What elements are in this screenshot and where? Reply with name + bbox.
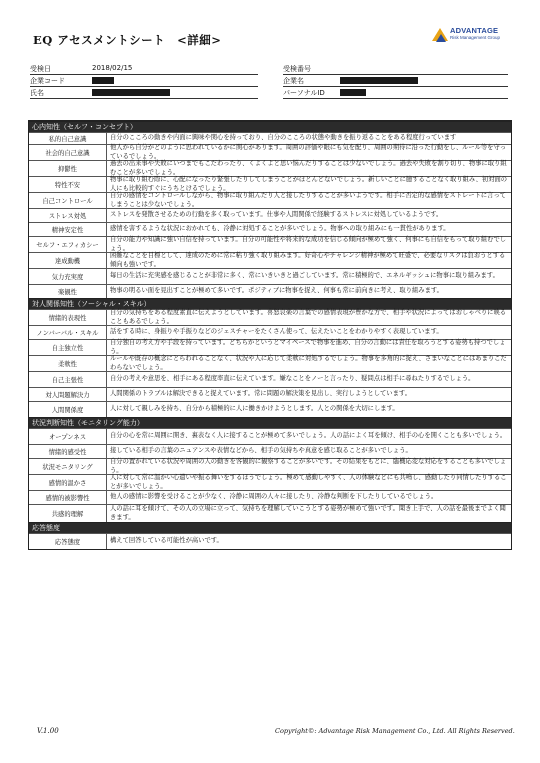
copyright-text: Copyright©: Advantage Risk Management Co., Ltd. All Rights Reserved. — [275, 727, 515, 735]
trait-label: 社会的自己意識 — [29, 145, 107, 160]
redacted-block — [340, 77, 418, 84]
table-row — [29, 444, 511, 458]
trait-label: 自己主張性 — [29, 372, 107, 387]
trait-description: 自分のこころの動きや内面に興味や関心を持っており、自分のこころの状態や動きを振り返ることをある程度行っています — [110, 134, 457, 142]
section-header: 心内知性（セルフ・コンセプト） — [29, 121, 511, 132]
trait-description: 感情を害するような状況におかれても、冷静に対処することが多いでしょう。物事への取り組みにも一貫性があります。 — [110, 225, 450, 233]
table-row — [29, 176, 511, 192]
company-logo — [432, 22, 512, 46]
trait-description: 人間関係のトラブルは解決できると捉えています。常に問題の解決策を見出し、実行しようとしています。 — [110, 390, 411, 398]
divider — [30, 74, 258, 75]
page-title: EQ アセスメントシート <詳細> — [33, 33, 222, 47]
trait-label: 自主独立性 — [29, 340, 107, 355]
company-name-label: 企業名 — [283, 77, 304, 85]
trait-label: 対人問題解決力 — [29, 388, 107, 401]
trait-description: 困難なことを目標として、達成のために常に粘り強く取り組みます。好奇心やチャレンジ精神が極めて旺盛で、必要なリスクは負おうとする傾向も強いです。 — [110, 252, 506, 268]
trait-description: 自分の感情をコントロールしながら、物事に取り組んだり人と接したりすることが多いようです。相手に否定的な感情をストレートに言ってしまうことは少ないでしょう。 — [110, 192, 507, 208]
table-row — [29, 192, 511, 208]
logo-name: ADVANTAGE — [450, 26, 499, 35]
table-row — [29, 222, 511, 236]
trait-label: 人間関係度 — [29, 402, 107, 417]
table-row — [29, 355, 511, 371]
trait-description: 物事に取り組む際に、心配になったり緊張したりしてしまうことがほとんどないでしょう。新しいことに臆することなく取り組み、初対面の人にも比較的すぐにうちとけるでしょう。 — [110, 176, 508, 192]
table-row — [29, 339, 511, 355]
section-header: 対人関係知性（ソーシャル・スキル） — [29, 298, 511, 309]
trait-description: 他人から自分がどのように思われているかに関心があります。周囲の評価や眼にも気を配り、周囲の期待に沿った行動をし、ルール等を守っているでしょう。 — [110, 144, 507, 160]
divider — [283, 98, 508, 99]
trait-label: 楽観性 — [29, 285, 107, 298]
trait-description: 他人の感情に影響を受けることが少なく、冷静に周囲の人々に接したり、冷静な判断を下したりしているでしょう。 — [110, 493, 438, 501]
table-row — [29, 458, 511, 474]
trait-description: 自分の能力や知識に強い自信を持っています。自分の可能性や将来的な成功を信じる傾向が極めて強く、何事にも自信をもって取り組むでしょう。 — [110, 236, 507, 252]
trait-label: 情緒的感受性 — [29, 445, 107, 458]
trait-label: 精神安定性 — [29, 223, 107, 236]
table-row — [29, 401, 511, 417]
table-row — [29, 160, 511, 176]
redacted-block — [92, 89, 170, 96]
trait-description: 自分の気持ちをある程度素直に伝えようとしています。喜怒哀楽の言葉での感情表現が豊かな方で、相手や状況によってはおしゃべりに映ることもあるでしょう。 — [110, 309, 507, 325]
trait-description: 物事の明るい面を見出すことが極めて多いです。ポジティブに物事を捉え、何事も常に前向きに考え、取り組みます。 — [110, 287, 443, 295]
trait-label: 情緒的表現性 — [29, 310, 107, 325]
trait-description: 毎日の生活に充実感を感じることが非常に多く、常にいきいきと過ごしています。常に積極的で、エネルギッシュに物事に取り組みます。 — [110, 272, 499, 280]
trait-label: 共感的理解 — [29, 505, 107, 522]
divider — [30, 98, 258, 99]
trait-label: 柔軟性 — [29, 356, 107, 371]
trait-label: 状況モニタリング — [29, 459, 107, 474]
trait-label: 私的自己意識 — [29, 133, 107, 144]
trait-label: オープンネス — [29, 429, 107, 444]
exam-date-label: 受検日 — [30, 65, 51, 73]
trait-description: 自分独自の考え方や手段を持っています。どちらかというとマイペースで物事を進め、自分の言動には責任を取ろうとする姿勢も持つでしょう。 — [110, 339, 506, 355]
exam-id-label: 受検番号 — [283, 65, 311, 73]
trait-label: 感情的被影響性 — [29, 491, 107, 504]
trait-label: 自己コントロール — [29, 193, 107, 208]
company-code-label: 企業コード — [30, 77, 65, 85]
version-label: V.1.00 — [37, 727, 59, 735]
trait-label: ノンバーバル・スキル — [29, 326, 107, 339]
personal-id-label: パーソナルID — [283, 89, 325, 97]
trait-label: 感情的温かさ — [29, 475, 107, 490]
trait-description: 自分の心を常に周囲に開き、裏表なく人に接することが極めて多いでしょう。人の話によく耳を傾け、相手の心を開くことも多いでしょう。 — [110, 432, 507, 440]
trait-description: 人に対して親しみを持ち、自分から積極的に人に働きかけようとします。人との関係を大切にします。 — [110, 405, 399, 413]
trait-label: セルフ・エフィカシー — [29, 237, 107, 252]
table-row — [29, 236, 511, 252]
exam-date-value: 2018/02/15 — [92, 64, 133, 72]
table-row — [29, 268, 511, 284]
table-row — [29, 132, 511, 144]
trait-description: 人に対して常に温かい心遣いや振る舞いをするほうでしょう。極めて感動しやすく、人の体験などにも共鳴し、感動したり同情したりすることが多いでしょう。 — [110, 474, 507, 490]
divider — [30, 86, 258, 87]
logo-inner-triangle-icon — [436, 34, 446, 42]
table-row — [29, 252, 511, 268]
trait-description: 自分の置かれている状況や周囲の人の動きを客観的に観察することが多いです。その結果をもとに、臨機応変な対応をすることも多いでしょう。 — [110, 458, 507, 474]
table-row — [29, 309, 511, 325]
table-row — [29, 208, 511, 222]
trait-description: ルールや既存の概念にとらわれることなく、状況や人に応じて柔軟に対処するでしょう。物事を多角的に捉え、さまいなことにはあまりこだわらないでしょう。 — [110, 355, 507, 371]
table-row — [29, 428, 511, 444]
table-row — [29, 504, 511, 522]
section-header: 状況判断知性（モニタリング能力） — [29, 417, 511, 428]
trait-label: 特性不安 — [29, 177, 107, 192]
trait-label: 達成動機 — [29, 253, 107, 268]
trait-description: 過去の出来事や失敗にいつまでもこだわったり、くよくよと思い悩んだりすることは少ないでしょう。過去や失敗を割り切り、物事に取り組むことが多いでしょう。 — [110, 160, 507, 176]
redacted-block — [340, 89, 366, 96]
redacted-block — [92, 77, 114, 84]
table-row — [29, 371, 511, 387]
trait-description: ストレスを発散させるための行動を多く取っています。仕事や人間関係で経験するストレスに対処しているようです。 — [110, 211, 443, 219]
table-row — [29, 144, 511, 160]
name-label: 氏名 — [30, 89, 44, 97]
table-row — [29, 387, 511, 401]
trait-description: 自分の考えや意思を、相手にある程度率直に伝えています。嫌なことをノーと言ったり、疑問点は相手に尋ねたりするでしょう。 — [110, 375, 475, 383]
trait-label: 応答態度 — [29, 534, 107, 549]
trait-label: 気力充実度 — [29, 269, 107, 284]
trait-description: 構えて回答している可能性が高いです。 — [110, 537, 223, 545]
assessment-table — [28, 120, 512, 550]
trait-description: 人の話に耳を傾けて、その人の立場に立って、気持ちを理解していこうとする姿勢が極めて強いです。聞き上手で、人の話を最後までよく聞きます。 — [110, 505, 506, 521]
table-row — [29, 325, 511, 339]
trait-description: 話をする時に、身振りや手振りなどのジェスチャーをたくさん使って、伝えたいことをわかりやすく表現しています。 — [110, 328, 443, 336]
divider — [283, 86, 508, 87]
trait-label: ストレス対処 — [29, 209, 107, 222]
section-header: 応答態度 — [29, 522, 511, 533]
table-row — [29, 284, 511, 298]
divider — [283, 74, 508, 75]
trait-label: 抑鬱性 — [29, 161, 107, 176]
table-row — [29, 474, 511, 490]
trait-description: 接している相手の言葉のニュアンスや表情などから、相手の気持ちや真意を感じ取ることが多いでしょう。 — [110, 447, 412, 455]
logo-subtitle: Risk Management Group — [450, 35, 501, 40]
table-row — [29, 533, 511, 549]
table-row — [29, 490, 511, 504]
